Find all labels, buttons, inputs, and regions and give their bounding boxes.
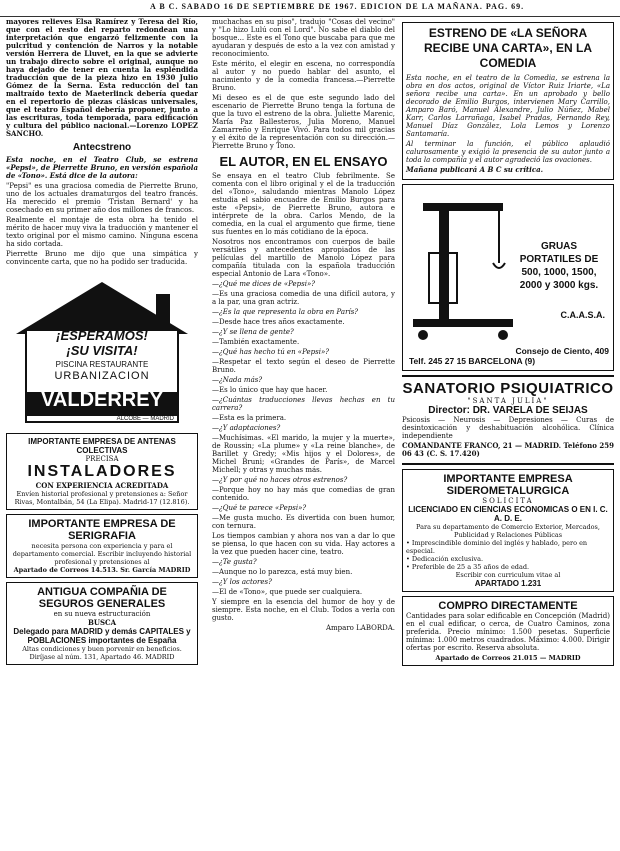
- antecstreno-paragraph: "Pepsi" es una graciosa comedia de Pierrette Bruno, uno de los actuales dramaturgos del teatro francés. Ha merecido el premio 'Tristan Bernard' y ha cosechado en su primer año dos millones de francos.: [6, 182, 198, 214]
- seguros-sub: en su nueva estructuración: [53, 610, 151, 618]
- seguros-title: ANTIGUA COMPAÑIA DE SEGUROS GENERALES: [37, 586, 167, 610]
- sanatorio-director: Director: DR. VARELA DE SEIJAS: [428, 405, 588, 416]
- sanatorio-body: Psicosis — Neurosis — Depresiones — Curas de desintoxicación y deshabituación alcohólica. Clínica independiente: [402, 416, 614, 440]
- crane-address-line: Consejo de Ciento, 409: [515, 346, 609, 356]
- antecstreno-paragraph: Pierrette Bruno me dijo que una simpática y convincente carta, que no ha podido ser traducida.: [6, 250, 198, 266]
- interview-answer: —Desde hace tres años exactamente.: [212, 318, 345, 326]
- interview-question: —¿Nada más?: [212, 376, 263, 384]
- sid-apply: Escribir con curriculum vitae al: [455, 571, 561, 579]
- interview-answer: —El de «Tono», que puede ser cualquiera.: [212, 588, 363, 596]
- serigrafia-addr: Apartado de Correos 14.513. Sr. García MADRID: [13, 566, 191, 574]
- interview-answer: —Porque hoy no hay más que comedias de gran contenido.: [212, 486, 395, 502]
- article-paragraph: Los tiempos cambian y ahora nos van a dar lo que se piensa, lo que hacen con su vida. Hay actores a la vez que pueden hacer cine, teatro.: [212, 532, 395, 556]
- sid-body-2: Para su departamento de Comercio Exterior, Mercados, Publicidad y Relaciones Públicas: [416, 523, 600, 539]
- house-headline: ¡ESPERAMOS!: [56, 328, 148, 343]
- sanatorio-title: SANATORIO PSIQUIATRICO: [402, 380, 614, 397]
- compro-title: COMPRO DIRECTAMENTE: [438, 600, 578, 612]
- sid-bullet: • Imprescindible dominio del inglés y hablado, pero en especial.: [406, 539, 588, 555]
- crane-brand: C.A.A.S.A.: [560, 310, 605, 320]
- siderometalurgica-ad: [402, 469, 614, 592]
- house-headline-2: ¡SU VISITA!: [66, 343, 138, 358]
- crane-phone-line: Telf. 245 27 15 BARCELONA (9): [409, 356, 536, 366]
- estreno-box: [402, 22, 614, 180]
- estreno-signature: Mañana publicará A B C su crítica.: [406, 165, 544, 174]
- house-ciudad-jardin: CIUDAD JARDIN: [34, 383, 81, 389]
- interview-question: —¿Qué has hecho tú en «Pepsi»?: [212, 348, 329, 356]
- sid-apartado: APARTADO 1.231: [474, 579, 542, 588]
- estreno-title: ESTRENO DE «LA SEÑORA RECIBE UNA CARTA», EN LA COMEDIA: [423, 26, 592, 70]
- crane-ad: [402, 184, 614, 371]
- sanatorio-ad: [402, 375, 614, 465]
- antenas-big: INSTALADORES: [27, 463, 177, 480]
- house-amenities: PISCINA RESTAURANTE: [55, 360, 149, 369]
- seguros-addr: Altas condiciones y buen porvenir en beneficios. Diríjase al núm. 131, Apartado 46. MADRID: [22, 645, 182, 661]
- antecstreno-lead: Esta noche, en el Teatro Club, se estrena «Pepsi», de Pierrette Bruno, en versión española de «Tono». Está dice de la autora:: [6, 155, 198, 180]
- seguros-sub2: BUSCA: [87, 618, 117, 627]
- interview-answer: —Esta es la primera.: [212, 414, 287, 422]
- interview-question: —¿Qué te parece «Pepsi»?: [212, 504, 307, 512]
- sid-bullet: • Preferible de 25 a 35 años de edad.: [406, 563, 530, 571]
- interview-question: —¿Es la que representa la obra en París?: [212, 308, 359, 316]
- antenas-sub2: CON EXPERIENCIA ACREDITADA: [35, 481, 169, 490]
- sanatorio-subtitle: "SANTA JULIA": [467, 397, 549, 405]
- compro-body: Cantidades para solar edificable en Concepción (Madrid) en el cual edificar, o cerca, de Cuatro Caminos, zona preferida. Precio mínimo: 1.500 pesetas. Superficie mínima: 1.000 metros cuadrados. Máximo: 4.000. Dirigir ofertas por escrito. Reserva absoluta.: [406, 612, 610, 652]
- interview-question: —¿Te gusta?: [212, 558, 257, 566]
- seguros-body: Delegado para MADRID y demás CAPITALES y POBLACIONES importantes de España: [13, 627, 191, 645]
- antecstreno-paragraph: Realmente el montaje de esta obra ha tenido el mérito de hacer muy viva la traducción y mantener el texto original por el mismo camino. Ninguna escena ha sido cortada.: [6, 216, 198, 248]
- interview-question: —¿Y se llena de gente?: [212, 328, 294, 336]
- antenas-sub: PRECISA: [85, 455, 119, 463]
- sid-title-2: SIDEROMETALURGICA: [446, 485, 570, 497]
- interview-answer: —Es una graciosa comedia de una difícil autora, y a la par, una gran actriz.: [212, 290, 395, 306]
- crane-illustration: [409, 193, 519, 343]
- sid-sub: SOLICITA: [482, 497, 534, 505]
- interview-answer: —Es lo único que hay que hacer.: [212, 386, 328, 394]
- sid-body: LICENCIADO EN CIENCIAS ECONOMICAS O EN I. C. A. D. E.: [408, 505, 608, 523]
- estreno-body-2: Al terminar la función, el público aplaudió calurosamente y exigió la presencia de su autor junto a toda la compañía y el autor agradeció las ovaciones.: [406, 140, 610, 164]
- estreno-body: Esta noche, en el teatro de la Comedia, se estrena la obra en dos actos, original de Víctor Ruiz Iriarte, «La señora recibe una carta». En un aprobado y bello decorado de Emilio Burgos, intervienen Mary Carrillo, Amparo Baró, Manuel Alexandre, Julio Núñez, Mabel Karr, Carlos Larrañaga, Isabel Pradas, Fernando Rey, Manuel Díaz González, Lola Lemos y Lorenzo Santamaría.: [406, 74, 610, 138]
- article-paragraph: Mi deseo es el de que este segundo lado del escenario de Pierrette Bruno tenga la fortuna de que la tuvo el estreno de la obra. Juliette Marenic, María Paz Ballesteros, Julia Moreno, Manuel Zamarreño y Enrique Vivó. Para todos mil gracias y el éxito de la representación con su dirección.—Pierrette Bruno y Tono.: [212, 94, 395, 150]
- sid-title-1: IMPORTANTE EMPRESA: [443, 473, 573, 485]
- article-signature: Amparo LABORDA.: [325, 624, 395, 632]
- crane-text: GRUAS PORTATILES DE 500, 1000, 1500, 2000 y 3000 kgs.: [519, 241, 599, 291]
- page-header: [0, 0, 620, 17]
- section-title: EL AUTOR, EN EL ENSAYO: [219, 154, 388, 169]
- header-text: A B C. SABADO 16 DE SEPTIEMBRE DE 1967. EDICION DE LA MAÑANA. PAG. 69.: [150, 2, 525, 11]
- interview-question: —¿Qué me dices de «Pepsi»?: [212, 280, 315, 288]
- interview-question: —¿Y por qué no haces otros estrenos?: [212, 476, 348, 484]
- antenas-ad: [6, 433, 198, 510]
- column-middle: [212, 18, 395, 847]
- serigrafia-body: necesita persona con experiencia y para el departamento comercial. Escribir incluyendo historial profesional y pretensiones al: [12, 542, 192, 566]
- house-brand: VALDERREY: [41, 389, 163, 411]
- interview-answer: —Aunque no lo parezca, está muy bien.: [212, 568, 353, 576]
- serigrafia-title: IMPORTANTE EMPRESA DE SERIGRAFIA: [28, 518, 176, 542]
- interview-answer: —Muchísimas. «El marido, la mujer y la muerte», de Roussin; «La plume» y «La reine blanche», de Barillet y Gredy; «Mis hijos y el Dolores», de Michel Bruni; «Grandes de París», de Marcel Michell; y otras y muchas más.: [212, 434, 395, 474]
- article-paragraph: Se ensaya en el teatro Club febrilmente. Se comenta con el libro original y el de la traducción del «Tono», saludando mientras Manolo López estudia el sabio encuadre de Emilio Burgos para este «Pepsi», de Pierrette Bruno, autora e intérprete de la obra. Carlos Mendo, de la comedia, en la cual el argumento que firme, tiene sus fuentes en lo más cotidiano de la época.: [212, 172, 395, 236]
- seguros-ad: [6, 582, 198, 665]
- article-paragraph: muchachas en su piso", tradujo "Cosas del vecino" y "Lo hizo Lulú con el Lord". No sabe el diablo del bosque... Este es el Tono que buscaba para que me ayudaran y después de esto a la vez con amistad y reconocimiento.: [212, 18, 395, 58]
- sid-bullet: • Dedicación exclusiva.: [406, 555, 484, 563]
- antenas-body: Envíen historial profesional y pretensiones a: Señor Rivas, Montalbán, 54 (La Elipa). Madrid-17 (12.816).: [14, 490, 190, 506]
- antenas-title: IMPORTANTE EMPRESA DE ANTENAS COLECTIVAS: [28, 437, 176, 455]
- interview-answer: —Respetar el texto según el deseo de Pierrette Bruno.: [212, 358, 395, 374]
- house-urbanizacion: URBANIZACION: [54, 370, 150, 382]
- interview-answer: —También exactamente.: [212, 338, 300, 346]
- compro-ad: [402, 596, 614, 666]
- intro-paragraph: mayores relieves Elsa Ramírez y Teresa del Río, que con el resto del reparto redondean una interpretación que engarzó felizmente con la pulcritud y contención de Narros y la notable versión Herrera de Lluvet, en la que se advierte un trabajo directo sobre el original, aunque no haya dejado de tener en cuenta la espléndida traducción que de la pieza hizo en 1930 Julio Gómez de la Serna. Esta reducción del tan maltraído texto de Maeterlinck debería quedar en el repertorio de piezas clásicas universales, que el teatro Español debería proponer, junto a las escrituras, toda temporada, para edificación y cultura del público nacional.—Lorenzo LOPEZ SANCHO.: [6, 18, 198, 138]
- interview-answer: —Me gusta mucho. Es divertida con buen humor, con ternura.: [212, 514, 395, 530]
- valderrey-ad: [6, 272, 198, 427]
- crane-address: [409, 346, 609, 366]
- interview-question: —¿Y los actores?: [212, 578, 272, 586]
- compro-address: Apartado de Correos 21.015 — MADRID: [435, 654, 581, 662]
- antecstreno-title: Antecstreno: [72, 142, 132, 153]
- article-paragraph: Y siempre en la esencia del humor de hoy y de siempre. Esta noche, en el Club. Todos a verla con gusto.: [212, 598, 395, 622]
- house-footer: ALCOBE — MADRID: [116, 416, 174, 422]
- column-right: [402, 18, 614, 847]
- sanatorio-address: COMANDANTE FRANCO, 21 — MADRID. Teléfono 259 06 43 (C. S. 17.420): [402, 441, 614, 458]
- interview-question: —¿Y adaptaciones?: [212, 424, 281, 432]
- article-paragraph: Nosotros nos encontramos con cuerpos de baile versátiles y antecedentes apropiados de las películas del martillo de Manolo López para compañía titulada con la española traducción especial Antonio de Lara «Tono».: [212, 238, 395, 278]
- serigrafia-ad: [6, 514, 198, 578]
- interview-question: —¿Cuántas traducciones llevas hechas en tu carrera?: [212, 396, 395, 412]
- column-left: [6, 18, 198, 847]
- article-paragraph: Este mérito, el elegir en escena, no correspondía al autor y no puedo hablar del asunto, el nacimiento y de la comedia francesa.—Pierrette Bruno.: [212, 60, 395, 92]
